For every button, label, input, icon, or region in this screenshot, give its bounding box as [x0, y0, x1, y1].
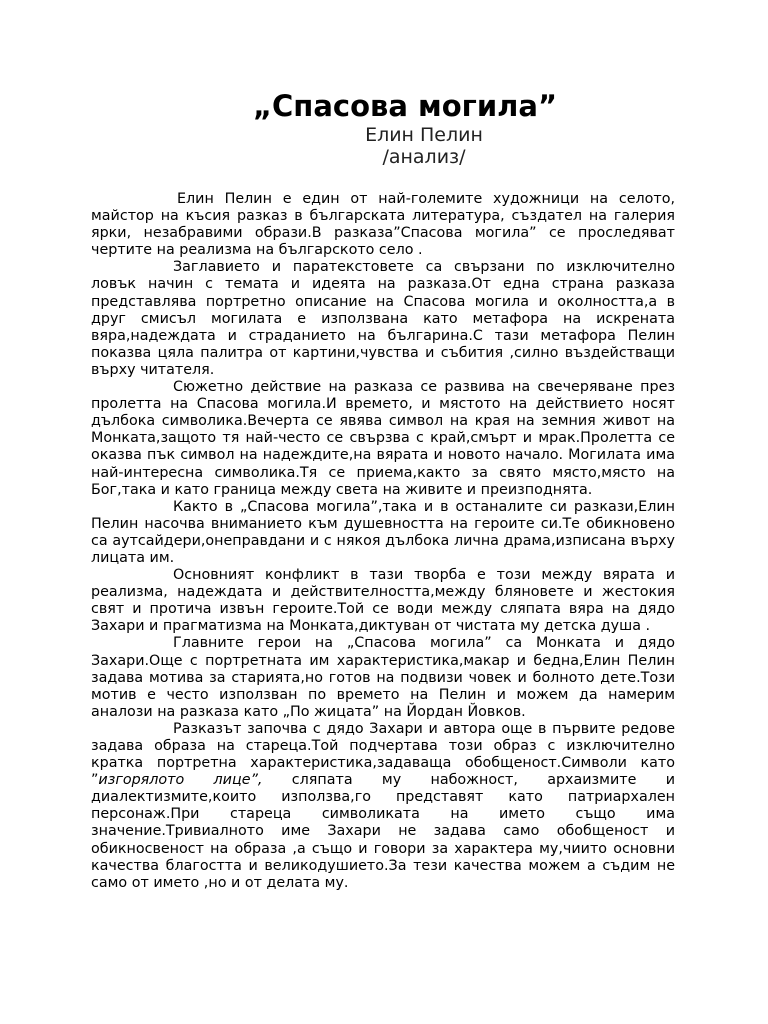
paragraph-5: Основният конфликт в тази творба е този между вярата и реализма, надеждата и действителността,между бляновете и жестокия свят и протича извън героите.Той се води между сляпата вяра на дядо Захари и прагматизма на Монката,диктуван от чистата му детска душа . — [91, 567, 675, 635]
document-subtitle: /анализ/ — [382, 146, 466, 168]
paragraph-1: Елин Пелин е един от най-големите художници на селото, майстор на късия разказ в българската литература, създател на галерия ярки, незабравими образи.В разказа”Спасова могила” се проследяват чертите на реализма на българското село . — [91, 191, 675, 259]
document-title: „Спасова могила” — [252, 89, 558, 123]
paragraph-7-text-start: Разказът започва с дядо Захари и автора още в първите редове задава образа на стареца.Той подчертава този образ с изключително кратка портретна характеристика,задаваща обобщеност.Символи като ” — [91, 720, 675, 789]
paragraph-4: Както в „Спасова могила”,така и в останалите си разкази,Елин Пелин насочва вниманието към душевността на героите си.Те обикновено са аутсайдери,онеправдани и с някоя дълбока лична драма,изписана върху лицата им. — [91, 498, 675, 566]
paragraph-3: Сюжетно действие на разказа се развива на свечеряване през пролетта на Спасова могила.И времето, и мястото на действието носят дълбока символика.Вечерта се явява символ на края на земния живот на Монката,защото тя най-често се свързва с край,смърт и мрак.Пролетта се оказва пък символ на надеждите,на вярата и новото начало. Могилата има най-интересна символика.Тя се приема,както за свято място,място на Бог,така и като граница между света на живите и преизподнята. — [91, 379, 675, 498]
paragraph-7 — [91, 721, 675, 892]
paragraph-7-italic-phrase: изгорялото лице”, — [98, 772, 263, 789]
paragraph-7-text-end: сляпата му набожност, архаизмите и диалектизмите,които използва,го представят като патриархален персонаж.При стареца символиката на името също има значение.Тривиалното име Захари не задава само обобщеност и обикносвеност на образа ,а също и говори за характера му,чиито основни качества благостта и великодушието.За тези качества можем а съдим не само от името ,но и от делата му. — [91, 772, 675, 891]
paragraph-6: Главните герои на „Спасова могила” са Монката и дядо Захари.Още с портретната им характеристика,макар и бедна,Елин Пелин задава мотива за старията,но готов на подвизи човек и болното дете.Този мотив е често използван по времето на Пелин и можем да намерим аналози на разказа като „По жицата” на Йордан Йовков. — [91, 635, 675, 720]
document-body — [91, 191, 675, 892]
paragraph-2: Заглавието и паратекстовете са свързани по изключително ловък начин с темата и идеята на разказа.От една страна разказа представлява портретно описание на Спасова могила и околността,а в друг смисъл могилата е използвана като метафора на искрената вяра,надеждата и страданието на българина.С тази метафора Пелин показва цяла палитра от картини,чувства и събития ,силно въздействащи върху читателя. — [91, 259, 675, 378]
document-author: Елин Пелин — [365, 124, 483, 146]
